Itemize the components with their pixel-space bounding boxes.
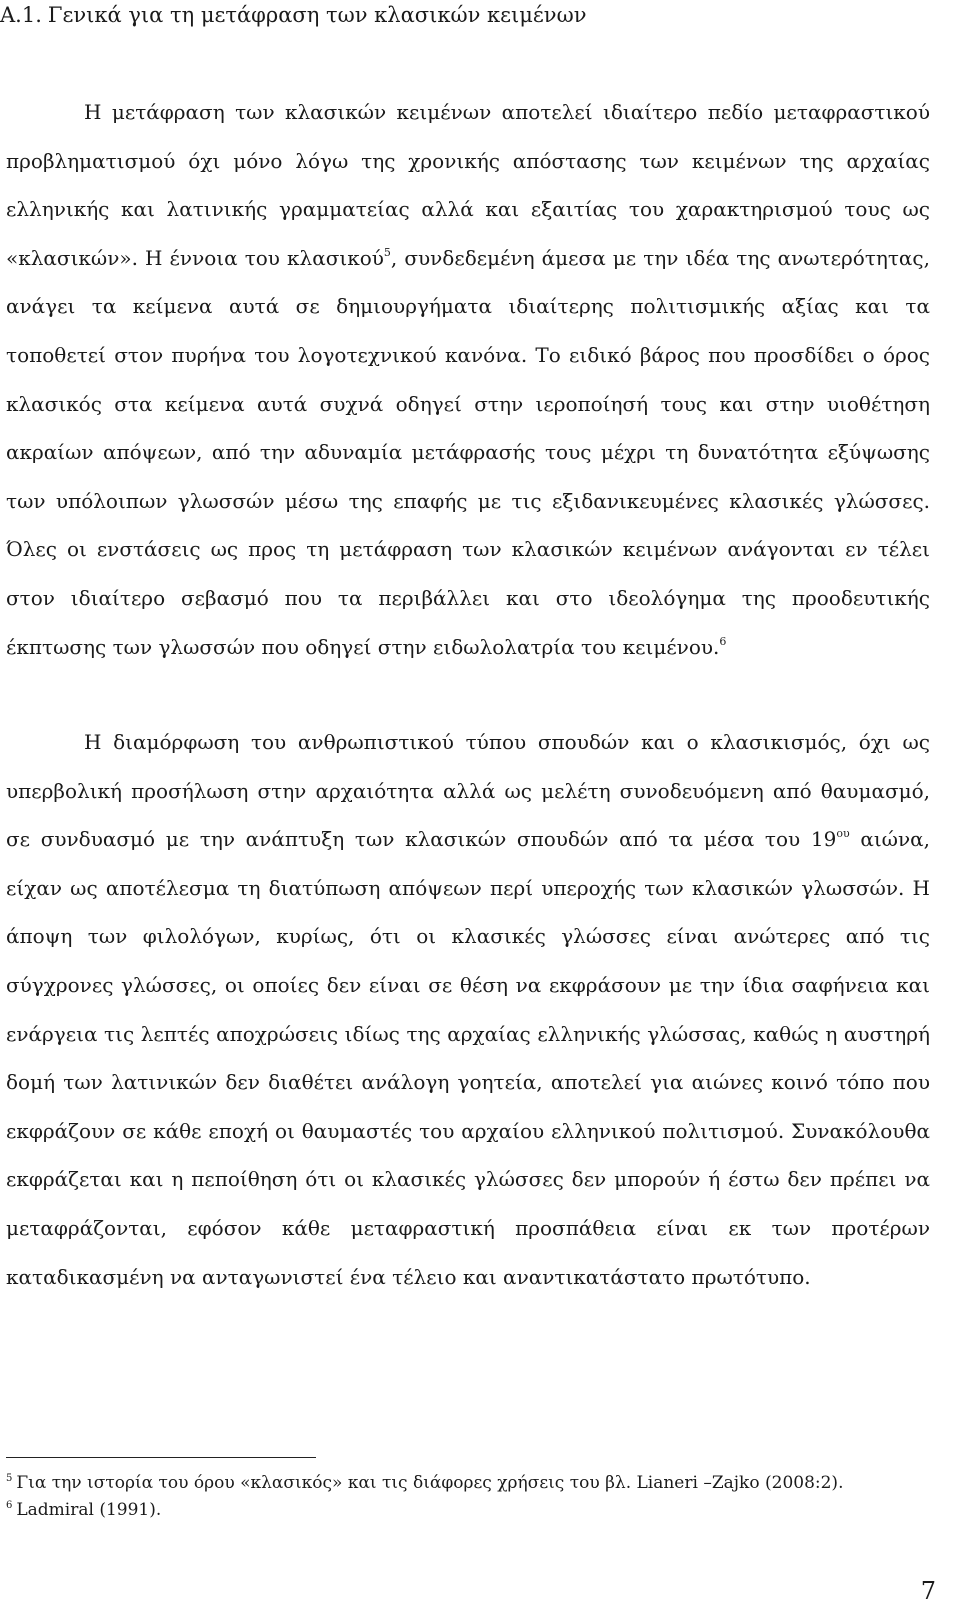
page-number: 7 <box>920 1577 936 1605</box>
paragraph-2-text-b: αιώνα, είχαν ως αποτέλεσμα τη διατύπωση απόψεων περί υπεροχής των κλασικών γλωσσών. Η άποψη των φιλολόγων, κυρίως, ότι οι κλασικές γλώσσες είναι ανώτερες από τις σύγχρονες γλώσσες, οι οποίες δεν είναι σε θέση να εκφράσουν με την ίδια σαφήνεια και ενάργεια τις λεπτές αποχρώσεις ιδίως της αρχαίας ελληνικής γλώσσας, καθώς η αυστηρή δομή των λατινικών δεν διαθέτει ανάλογη γοητεία, αποτελεί για αιώνες κοινό τόπο που εκφράζουν σε κάθε εποχή οι θαυμαστές του αρχαίου ελληνικού πολιτισμού. Συνακόλουθα εκφράζεται και η πεποίθηση ότι οι κλασικές γλώσσες δεν μπορούν ή έστω δεν πρέπει να μεταφράζονται, εφόσον κάθε μεταφραστική προσπάθεια είναι εκ των προτέρων καταδικασμένη να ανταγωνιστεί ένα τέλειο και αναντικατάστατο πρωτότυπο. <box>6 827 930 1289</box>
paragraph-2-text-a: Η διαμόρφωση του ανθρωπιστικού τύπου σπουδών και ο κλασικισμός, όχι ως υπερβολική προσήλωση στην αρχαιότητα αλλά ως μελέτη συνοδευόμενη από θαυμασμό, σε συνδυασμό με την ανάπτυξη των κλασικών σπουδών από τα μέσα του 19 <box>6 730 930 852</box>
ordinal-suffix: ου <box>836 827 850 841</box>
footnote-mark: 6 <box>6 1500 13 1511</box>
paragraph-1-text-b: , συνδεδεμένη άμεσα με την ιδέα της ανωτερότητας, ανάγει τα κείμενα αυτά σε δημιουργήματα ιδιαίτερης πολιτισμικής αξίας και τα τοποθετεί στον πυρήνα του λογοτεχνικού κανόνα. Το ειδικό βάρος που προσδίδει ο όρος κλασικός στα κείμενα αυτά συχνά οδηγεί στην ιεροποίησή τους και στην υιοθέτηση ακραίων απόψεων, από την αδυναμία μετάφρασής τους μέχρι τη δυνατότητα εξύψωσης των υπόλοιπων γλωσσών μέσω της επαφής με τις εξιδανικευμένες κλασικές γλώσσες. Όλες οι ενστάσεις ως προς τη μετάφραση των κλασικών κειμένων ανάγονται εν τέλει στον ιδιαίτερο σεβασμό που τα περιβάλλει και στο ιδεολόγημα της προοδευτικής έκπτωσης των γλωσσών που οδηγεί στην ειδωλολατρία του κειμένου. <box>6 245 930 659</box>
section-heading <box>0 1 586 29</box>
footnote-mark: 5 <box>6 1473 13 1484</box>
body-paragraph-1 <box>6 88 930 671</box>
section-title: Γενικά για τη μετάφραση των κλασικών κειμένων <box>47 3 587 27</box>
footnote-6 <box>6 1499 161 1521</box>
footnote-ref-6[interactable]: 6 <box>719 634 727 648</box>
footnote-ref-5[interactable]: 5 <box>383 245 391 259</box>
footnote-5 <box>6 1472 843 1494</box>
footnote-text: Για την ιστορία του όρου «κλασικός» και τις διάφορες χρήσεις του βλ. Lianeri –Zajko (2008:2). <box>16 1473 844 1493</box>
body-paragraph-2 <box>6 718 930 1301</box>
section-number: A.1. <box>0 3 42 27</box>
footnote-text: Ladmiral (1991). <box>16 1500 162 1520</box>
footnote-separator <box>6 1457 316 1458</box>
paragraph-1-text-a: Η μετάφραση των κλασικών κειμένων αποτελεί ιδιαίτερο πεδίο μεταφραστικού προβληματισμού όχι μόνο λόγω της χρονικής απόστασης των κειμένων της αρχαίας ελληνικής και λατινικής γραμματείας αλλά και εξαιτίας του χαρακτηρισμού τους ως «κλασικών». Η έννοια του κλασικού <box>6 100 930 270</box>
